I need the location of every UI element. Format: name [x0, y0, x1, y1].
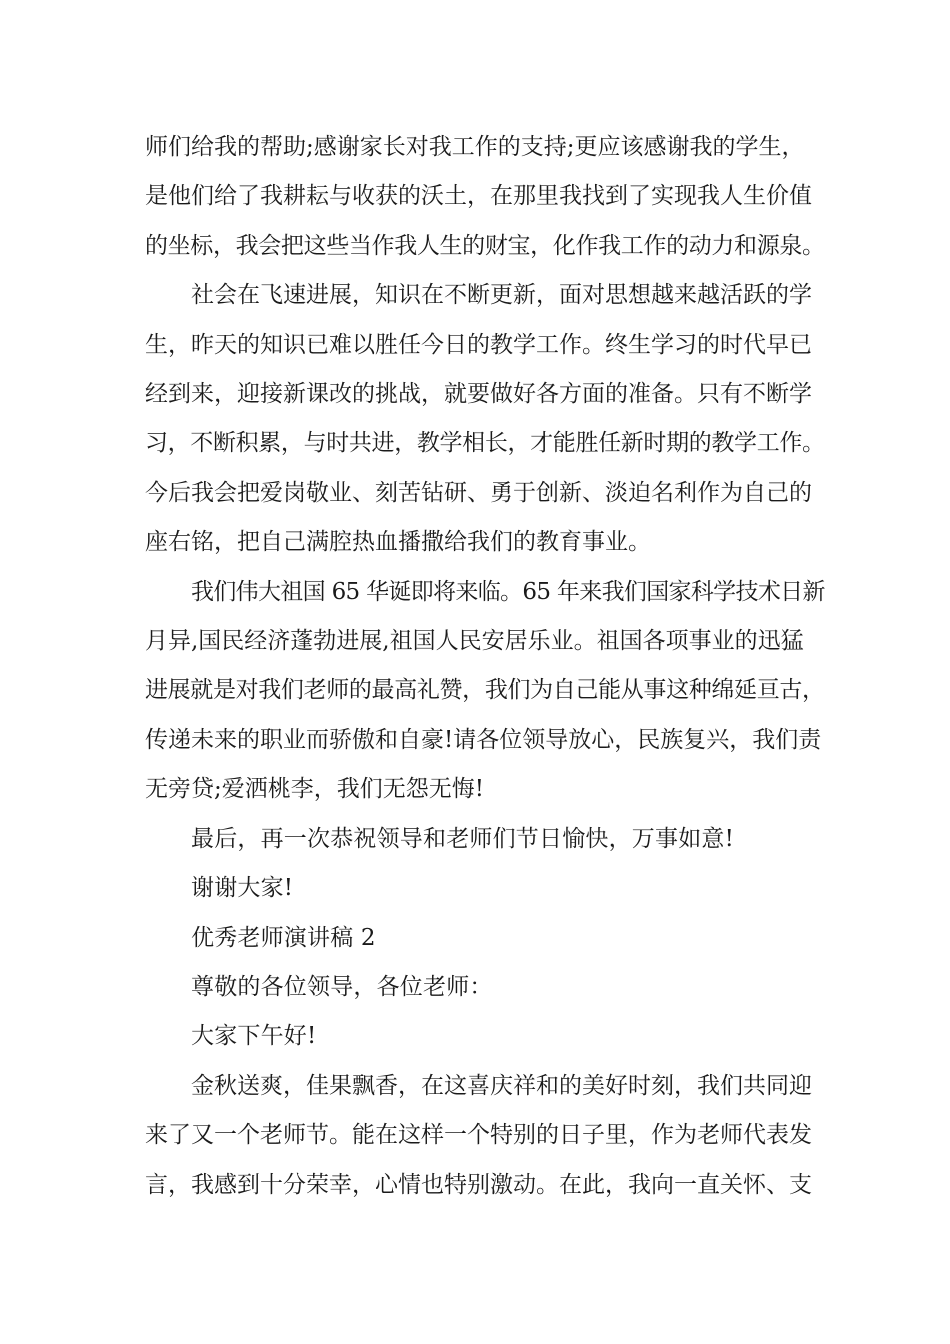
text-line: 经到来，迎接新课改的挑战，就要做好各方面的准备。只有不断学: [145, 381, 812, 408]
text-line: 今后我会把爱岗敬业、刻苦钻研、勇于创新、淡迫名利作为自己的: [145, 479, 812, 506]
text-line: 我们伟大祖国 65 华诞即将来临。65 年来我们国家科学技术日新: [191, 578, 825, 605]
closing-wishes: 最后，再一次恭祝领导和老师们节日愉快，万事如意!: [191, 825, 735, 852]
text-line: 座右铭，把自己满腔热血播撒给我们的教育事业。: [145, 529, 651, 556]
paragraph-thanks-colleagues: [145, 123, 825, 271]
text-line: 进展就是对我们老师的最高礼赞，我们为自己能从事这种绵延亘古，: [145, 677, 825, 704]
text-line: 月异,国民经济蓬勃进展,祖国人民安居乐业。祖国各项事业的迅猛: [145, 628, 804, 655]
text-line: 社会在飞速进展，知识在不断更新，面对思想越来越活跃的学: [191, 282, 812, 309]
text-line: 的坐标，我会把这些当作我人生的财宝，化作我工作的动力和源泉。: [145, 232, 825, 259]
text-line: 无旁贷;爱洒桃李，我们无怨无悔!: [145, 776, 484, 803]
paragraph-lifelong-learning: [145, 271, 825, 567]
text-line: 传递未来的职业而骄傲和自豪!请各位领导放心，民族复兴，我们责: [145, 726, 822, 753]
document-body: [145, 123, 825, 1210]
text-line: 师们给我的帮助;感谢家长对我工作的支持;更应该感谢我的学生，: [145, 134, 805, 160]
text-line: 生，昨天的知识已难以胜任今日的教学工作。终生学习的时代早已: [145, 331, 812, 358]
text-line: 来了又一个老师节。能在这样一个特别的日子里，作为老师代表发: [145, 1122, 812, 1149]
paragraph-motherland: [145, 568, 825, 815]
text-line: 金秋送爽，佳果飘香，在这喜庆祥和的美好时刻，我们共同迎: [191, 1072, 812, 1099]
text-line: 是他们给了我耕耘与收获的沃土，在那里我找到了实现我人生价值: [145, 183, 812, 210]
text-line: 言，我感到十分荣幸，心情也特别激动。在此，我向一直关怀、支: [145, 1171, 812, 1198]
paragraph-teachers-day-opening: [145, 1062, 825, 1210]
speech-2-title: 优秀老师演讲稿 2: [191, 924, 376, 951]
greeting: 大家下午好!: [191, 1023, 317, 1050]
thank-you-line: 谢谢大家!: [191, 875, 294, 902]
text-line: 习，不断积累，与时共进，教学相长，才能胜任新时期的教学工作。: [145, 430, 825, 457]
salutation: 尊敬的各位领导，各位老师：: [191, 973, 493, 1000]
